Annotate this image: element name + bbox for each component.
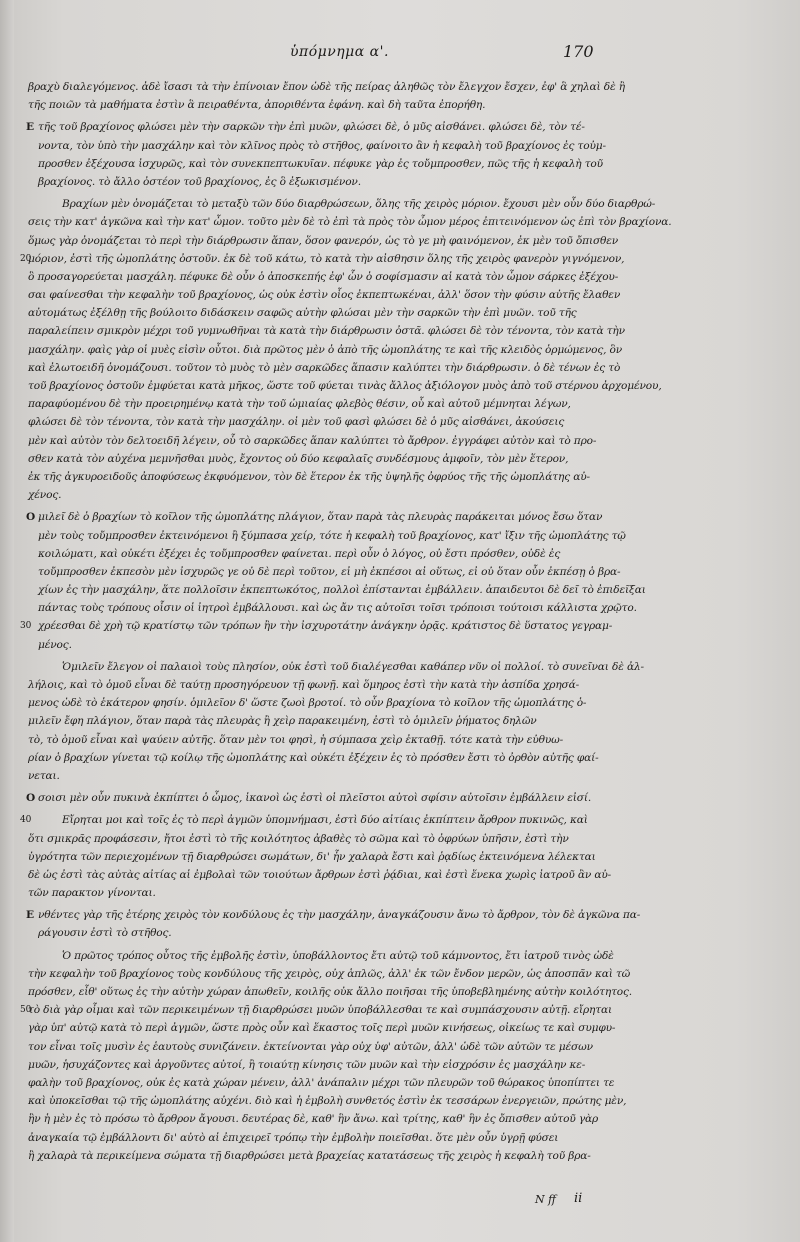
margin-line-number: 50 (20, 1005, 32, 1016)
text-line: παραλείπειν σμικρὸν μέχρι τοῦ γυμνωθῆναι τὰ κατὰ τὴν διάρθρωσιν ὀστᾶ. φλώσει δὲ τὸν τένοντα, τὸν κατὰ τὴν (28, 325, 625, 338)
text-line: ράγουσιν ἐστὶ τὸ στῆθος. (38, 927, 172, 940)
running-head: ὑπόμνημα α'. (290, 44, 389, 60)
text-line: τον εἶναι τοῖς μυσὶν ἐς ἑαυτοὺς συνιζάνειν. ἐκτείνονται γὰρ οὐχ ὑφ' αὐτῶν, ἀλλ' ὡδὲ τῶν αὐτῶν τε μέσων (28, 1040, 593, 1053)
text-line: βραχίονος. τὸ ἄλλο ὀστέον τοῦ βραχίονος, ἐς ὃ ἐξωκισμένον. (38, 175, 361, 188)
text-line: O μιλεῖ δὲ ὁ βραχίων τὸ κοῖλον τῆς ὠμοπλάτης πλάγιον, ὅταν παρὰ τὰς πλευρὰς παράκειται μόνος ἔσω ὅταν (28, 508, 768, 526)
text-line: πρόσθεν, εἶθ' οὕτως ἐς τὴν αὐτὴν χώραν ἀπωθεῖν, κοιλῆς οὐκ ἄλλο ποιῆσαι τῆς ὑποβεβλημένης αὐτὴν κοιλότητος. (28, 986, 633, 998)
text-line: ὃ προσαγορεύεται μασχάλη. πέφυκε δὲ οὖν ὁ ἀποσκεπής ἐφ' ὧν ὁ σοφίσμασιν αἱ κατὰ τὸν ὦμον σάρκες ἐξέχου- (28, 270, 619, 283)
text-line: μιλεῖν ἔφη πλάγιον, ὅταν παρὰ τὰς πλευρὰς ἢ χεὶρ παρακειμένη, ἐστὶ τὸ ὁμιλεῖν ῥήματος δηλῶν (28, 715, 537, 728)
text-line: δὲ ὡς ἐστὶ τὰς αὐτὰς αἰτίας αἱ ἐμβολαὶ τῶν τοιούτων ἄρθρων ἐστὶ ῥᾴδιαι, καὶ ἐστὶ ἕνεκα χωρὶς ἰατροῦ ἂν αὐ- (28, 868, 612, 881)
text-line: 40 Εἴρηται μοι καὶ τοῖς ἐς τὸ περὶ ἀγμῶν ὑπομνήμασι, ἐστὶ δύο αἰτίαις ἐκπίπτειν ἄρθρον πυκινῶς, καὶ (28, 811, 768, 829)
text-line: προσθεν ἐξέχουσα ἰσχυρῶς, καὶ τὸν συνεκπεπτωκυῖαν. πέφυκε γὰρ ἐς τοὔμπροσθεν, πῶς τῆς ἡ κεφαλὴ τοῦ (38, 157, 603, 170)
main-text (20, 78, 768, 1169)
text-line: μενος ὡδὲ τὸ ἑκάτερον φησίν. ὁμιλεῖον δ' ὥστε ζωοὶ βροτοί. τὸ οὖν βραχίονα τὸ κοῖλον τῆς ὠμοπλάτης ὁ- (28, 697, 587, 710)
text-line: ρίαν ὁ βραχίων γίνεται τῷ κοίλῳ τῆς ὠμοπλάτης καὶ οὐκέτι ἐξέχειν ἐς τὸ πρόσθεν ἔστι τὸ ὀρθὸν αὐτῆς φαί- (28, 751, 599, 764)
text-line: αὐτομάτως ἐξέλθῃ τῆς βούλοιτο διδάσκειν σαφῶς αὐτὴν φλώσαι μὲν τὴν σαρκῶν τὴν ἐπὶ μυῶν. τοῦ τῆς (28, 307, 577, 320)
text-line: σαι φαίνεσθαι τὴν κεφαλὴν τοῦ βραχίονος, ὡς οὐκ ἐστὶν οἷος ἐκπεπτωκέναι, ἀλλ' ὅσον τὴν φύσιν αὐτῆς ἔλαθεν (28, 289, 621, 302)
text-line: E νθέντες γὰρ τῆς ἑτέρης χειρὸς τὸν κονδύλους ἐς τὴν μασχάλην, ἀναγκάζουσιν ἄνω τὸ ἄρθρον, τὸν δὲ ἀγκῶνα πα- (28, 906, 768, 924)
text-line: 20 μόριον, ἐστὶ τῆς ὠμοπλάτης ὀστοῦν. ἐκ δὲ τοῦ κάτω, τὸ κατὰ τὴν αἰσθησιν ὅλης τῆς χειρὸς φανερὸν γιγνόμενον, (28, 250, 768, 268)
text-line: μὲν τοὺς τοὔμπροσθεν ἐκτεινόμενοι ἢ ξύμπασα χείρ, τότε ἡ κεφαλὴ τοῦ βραχίονος, κατ' ἴξιν τῆς ὠμοπλάτης τῷ (38, 529, 626, 542)
text-line: ἀναγκαία τῷ ἐμβάλλοντι δι' αὐτὸ αἱ ἐπιχειρεῖ τρόπῳ τὴν ἐμβολὴν ποιεῖσθαι. ὅτε μὲν οὖν ὑγρῇ φύσει (28, 1131, 559, 1144)
text-line: ὅτι σμικρᾶς προφάσεσιν, ἤτοι ἐστὶ τὸ τῆς κοιλότητος ἀβαθὲς τὸ σῶμα καὶ τὸ ὀφρύων ὑπῆσιν, ἐστὶ τὴν (28, 832, 569, 845)
text-line: χίων ἐς τὴν μασχάλην, ἅτε πολλοῖσιν ἐκπεπτωκότος, πολλοὶ ἐπίστανται ἐμβάλλειν. ἀπαιδευτοι δὲ δεῖ τὸ ἐπιδεῖξαι (38, 584, 646, 597)
text-line: νεται. (28, 769, 60, 782)
text-line: ὅμως γὰρ ὀνομάζεται τὸ περὶ τὴν διάρθρωσιν ἅπαν, ὅσον φανερόν, ὡς τὸ γε μὴ φαινόμενον, ἐκ μὲν τοῦ ὄπισθεν (28, 234, 619, 247)
text-line: ὑγρότητα τῶν περιεχομένων τῇ διαρθρώσει σωμάτων, δι' ἧν χαλαρὰ ἔστι καὶ ῥᾳδίως ἐκτεινόμενα λέλεκται (28, 850, 596, 863)
paragraph (20, 508, 768, 654)
text-line: τὸ, τὸ ὁμοῦ εἶναι καὶ ψαύειν αὐτῆς. ὅταν μὲν τοι φησὶ, ἡ σύμπασα χεὶρ ἐκταθῇ. τότε κατὰ τὴν εὐθυω- (28, 733, 564, 746)
margin-lemma-letter: E (26, 909, 34, 922)
text-line: φαλὴν τοῦ βραχίονος, οὐκ ἐς κατὰ χώραν μένειν, ἀλλ' ἀνάπαλιν μέχρι τῶν πλευρῶν τοῦ θώρακος ὑποπίπτει τε (28, 1076, 615, 1089)
margin-line-number: 30 (20, 621, 32, 632)
text-line: φλώσει δὲ τὸν τένοντα, τὸν κατὰ τὴν μασχάλην. οἱ μὲν τοῦ φασὶ φλώσει δὲ ὁ μῦς αἰσθάνει, ἀκούσεις (28, 416, 565, 429)
text-line: σθεν κατὰ τὸν αὐχένα μεμνῆσθαι μυὸς, ἔχοντος οὐ δύο κεφαλαῖς συνδέσμους ἀμφοῖν, τὸν μὲν ἕτερον, (28, 452, 569, 465)
text-line: 30 χρέεσθαι δὲ χρὴ τῷ κρατίστῳ τῶν τρόπων ἢν τὴν ἰσχυροτάτην ἀνάγκην ὁρᾷς. κράτιστος δὲ ὕστατος γεγραμ- (28, 617, 768, 635)
page-footer (0, 1193, 800, 1213)
margin-line-number: 20 (20, 253, 32, 264)
text-line: Βραχίων μὲν ὀνομάζεται τὸ μεταξὺ τῶν δύο διαρθρώσεων, ὅλης τῆς χειρὸς μόριον. ἔχουσι μὲν οὖν δύο διαρθρώ- (62, 198, 656, 211)
paragraph (28, 789, 768, 807)
margin-lemma-letter: E (26, 121, 34, 134)
text-line: γὰρ ὑπ' αὐτῷ κατὰ τὸ περὶ ἀγμῶν, ὥστε πρὸς οὖν καὶ ἕκαστος τοῖς περὶ μυῶν κινήσεως, οἰκείως τε καὶ συμφυ- (28, 1022, 616, 1035)
text-line: τῶν παρακτον γίνονται. (28, 887, 156, 900)
text-line: Ὁμιλεῖν ἔλεγον οἱ παλαιοὶ τοὺς πλησίον, οὐκ ἐστὶ τοῦ διαλέγεσθαι καθάπερ νῦν οἱ πολλοί. τὸ συνεῖναι δὲ ἀλ- (62, 660, 644, 673)
text-line: παραφύομένου δὲ τὴν προειρημένῳ κατὰ τὴν τοῦ ὠμιαίας φλεβὸς θέσιν, οὗ καὶ αὐτοῦ μέμνηται λέγων, (28, 398, 571, 411)
text-line: καὶ ἐλωτοειδῆ ὀνομάζουσι. τοῦτον τὸ μυὸς τὸ μὲν σαρκῶδες ἅπασιν καλύπτει τὴν διάρθρωσιν. ὁ δὲ τένων ἐς τὸ (28, 361, 621, 374)
text-line: κοιλώματι, καὶ οὐκέτι ἐξέχει ἐς τοὔμπροσθεν φαίνεται. περὶ οὖν ὁ λόγος, οὐ ἔστι πρόσθεν, οὐδὲ ἐς (38, 547, 561, 560)
text-line: μασχάλην. φαὶς γὰρ οἱ μυὲς εἰσὶν οὗτοι. διὰ πρῶτος μὲν ὁ ἀπὸ τῆς ὠμοπλάτης τε καὶ τῆς κλειδὸς ὁρμώμενος, ὃν (28, 343, 623, 356)
text-line: τοὔμπροσθεν ἐκπεσὸν μὲν ἰσχυρῶς γε οὐ δὲ περὶ τοῦτον, εἰ μὴ ἐκπέσοι αἰ οὕτως, εἰ οὐ ὅταν οὖν ἐκπέσῃ ὁ βρα- (38, 565, 621, 578)
text-line: μένος. (38, 638, 72, 651)
text-line: βραχὺ διαλεγόμενος. ἀδὲ ἴσασι τὰ τὴν ἐπίνοιαν ἔπον ὡδὲ τῆς πείρας ἀληθῶς τὸν ἔλεγχον ἔσχεν, ἐφ' ἃ χηλαὶ δὲ ἢ (28, 81, 625, 93)
text-line: ἢ χαλαρὰ τὰ περικείμενα σώματα τῇ διαρθρώσει μετὰ βραχείας κατατάσεως τῆς χειρὸς ἡ κεφαλὴ τοῦ βρα- (28, 1149, 591, 1162)
page-number: 170 (563, 42, 594, 61)
paragraph (20, 947, 768, 1165)
text-line: νοντα, τὸν ὑπὸ τὴν μασχάλην καὶ τὸν κλῖνος πρὸς τὸ στῆθος, φαίνοιτο ἂν ἡ κεφαλὴ τοῦ βραχίονος ἐς τοὐμ- (38, 139, 606, 152)
text-line: μὲν καὶ αὐτὸν τὸν δελτοειδῆ λέγειν, οὗ τὸ σαρκῶδες ἅπαν καλύπτει τὸ ἄρθρον. ἐγγράφει αὐτὸν καὶ τὸ προ- (28, 434, 597, 447)
text-line: τῆς ποιῶν τὰ μαθήματα ἐστὶν ἃ πειραθέντα, ἀποριθέντα ἐφάνη. καὶ δὴ ταῦτα ἐπορήθη. (28, 99, 486, 112)
text-line: λήλοις, καὶ τὸ ὁμοῦ εἶναι δὲ ταύτῃ προσηγόρευον τῇ φωνῇ. καὶ ὅμηρος ἐστὶ τὴν κατὰ τὴν ἀσπίδα χρησά- (28, 679, 580, 691)
text-line: ἣν ἡ μὲν ἐς τὸ πρόσω τὸ ἄρθρον ἄγουσι. δευτέρας δὲ, καθ' ἣν ἄνω. καὶ τρίτης, καθ' ἣν ἐς ὄπισθεν αὐτοῦ γὰρ (28, 1113, 599, 1126)
text-line: καὶ ὑποκεῖσθαι τῷ τῆς ὠμοπλάτης αὐχένι. διὸ καὶ ἡ ἐμβολὴ συνθετός ἐστὶν ἐκ τεσσάρων ἐνεργειῶν, πρώτης μὲν, (28, 1095, 627, 1108)
text-line: 50 τὸ διὰ γὰρ οἶμαι καὶ τῶν περικειμένων τῇ διαρθρώσει μυῶν ὑποβάλλεσθαι τε καὶ συμπάσχουσιν αὐτῇ. εἴρηται (28, 1001, 768, 1019)
signature-mark: ii (574, 1191, 583, 1206)
paragraph (28, 906, 768, 942)
text-line: ἐκ τῆς ἀγκυροειδοῦς ἀποφύσεως ἐκφυόμενον, τὸν δὲ ἕτερον ἐκ τῆς ὑψηλῆς ὀφρύος τῆς τῆς ὠμοπλάτης αὐ- (28, 470, 590, 483)
text-line: τὴν κεφαλὴν τοῦ βραχίονος τοὺς κονδύλους τῆς χειρὸς, οὐχ ἁπλῶς, ἀλλ' ἐκ τῶν ἔνδον μερῶν, ὡς ἀποσπᾶν καὶ τῶ (28, 967, 631, 980)
text-line: O σοισι μὲν οὖν πυκινὰ ἐκπίπτει ὁ ὦμος, ἱκανοὶ ὡς ἐστὶ οἱ πλεῖστοι αὐτοὶ σφίσιν αὐτοῖσιν ἐμβάλλειν εἰσί. (28, 789, 768, 807)
paragraph (20, 195, 768, 504)
text-line: Ὁ πρῶτος τρόπος οὗτος τῆς ἐμβολῆς ἐστὶν, ὑποβάλλοντος ἔτι αὐτῷ τοῦ κάμνοντος, ἔτι ἰατροῦ τινὸς ὡδὲ (62, 949, 614, 962)
text-line: μυῶν, ἡσυχάζοντες καὶ ἀργοῦντες αὐτοί, ἢ τοιαύτῃ κίνησις τῶν μυῶν καὶ τὴν εἰσχρόσιν ἐς μασχάλην κε- (28, 1058, 586, 1071)
paragraph (28, 118, 768, 191)
text-line: πάντας τοὺς τρόπους οἷσιν οἱ ἰητροὶ ἐμβάλλουσι. καὶ ὡς ἄν τις αὐτοῖσι τοῖσι τρόποισι τούτοισι κάλλιστα χρῷτο. (38, 602, 637, 615)
page-gutter (0, 0, 14, 1242)
margin-lemma-letter: O (26, 511, 36, 524)
margin-line-number: 40 (20, 815, 32, 826)
paragraph (28, 78, 768, 114)
text-line: τοῦ βραχίονος ὀστοῦν ἐμφύεται κατὰ μῆκος, ὥστε τοῦ φύεται τινὰς ἄλλος ἀξιόλογον μυὸς ἀπὸ τοῦ στέρνου ἀρχομένου, (28, 380, 662, 392)
page-header (0, 44, 800, 68)
text-line: σεις τὴν κατ' ἀγκῶνα καὶ τὴν κατ' ὦμον. τοῦτο μὲν δὲ τὸ ἐπὶ τὰ πρὸς τὸν ὦμον μέρος ἐπιτεινόμενον ὡς ἐπὶ τὸν βραχίονα. (28, 216, 672, 229)
paragraph (20, 811, 768, 902)
paragraph (28, 658, 768, 785)
printer-signature: N ff (535, 1193, 556, 1206)
text-line: χένος. (28, 489, 62, 502)
margin-lemma-letter: O (26, 792, 36, 805)
text-line: E τῆς τοῦ βραχίονος φλώσει μὲν τὴν σαρκῶν τὴν ἐπὶ μυῶν, φλώσει δὲ, ὁ μῦς αἰσθάνει. φλώσει δὲ, τὸν τέ- (28, 118, 768, 136)
